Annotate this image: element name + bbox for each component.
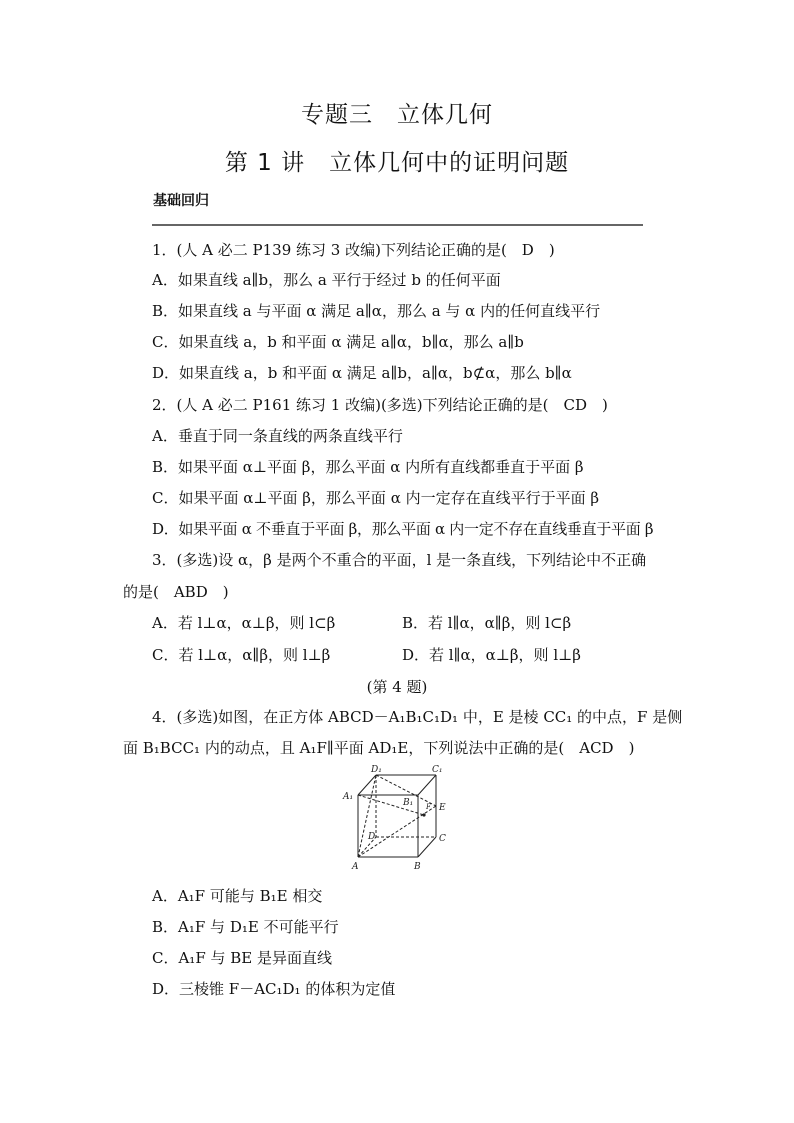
point-f — [422, 813, 425, 816]
q2-option-a: A．垂直于同一条直线的两条直线平行 — [152, 427, 403, 445]
label-b: B — [414, 862, 421, 872]
hidden-line-ad1 — [358, 775, 376, 857]
q3-option-c: C．若 l⊥α，α∥β，则 l⊥β — [152, 646, 331, 664]
cube-figure — [340, 765, 460, 875]
label-a1: A₁ — [343, 792, 354, 802]
q1-option-b: B．如果直线 a 与平面 α 满足 a∥α，那么 a 与 α 内的任何直线平行 — [152, 302, 601, 320]
q1-option-a: A．如果直线 a∥b，那么 a 平行于经过 b 的任何平面 — [152, 271, 501, 289]
q3-option-a: A．若 l⊥α，α⊥β，则 l⊂β — [152, 614, 336, 632]
lesson-title: 第 1 讲 立体几何中的证明问题 — [224, 150, 570, 176]
q4-option-c: C．A₁F 与 BE 是异面直线 — [152, 949, 333, 967]
q2-option-b: B．如果平面 α⊥平面 β，那么平面 α 内所有直线都垂直于平面 β — [152, 458, 584, 476]
q4-option-b: B．A₁F 与 D₁E 不可能平行 — [152, 918, 339, 936]
label-e: E — [439, 803, 446, 813]
label-f: F — [426, 803, 431, 811]
q2-option-c: C．如果平面 α⊥平面 β，那么平面 α 内一定存在直线平行于平面 β — [152, 489, 600, 507]
label-b1: B₁ — [403, 798, 414, 808]
q4-caption: (第 4 题) — [366, 678, 428, 696]
label-c: C — [439, 834, 446, 844]
q2-stem: 2．(人 A 必二 P161 练习 1 改编)(多选)下列结论正确的是( CD ) — [152, 396, 608, 414]
q3-stem-line2: 的是( ABD ) — [123, 583, 229, 601]
label-a: A — [352, 862, 359, 872]
q4-stem-line1: 4．(多选)如图，在正方体 ABCD－A₁B₁C₁D₁ 中，E 是棱 CC₁ 的中点，F 是侧 — [152, 708, 683, 726]
q3-stem-line1: 3．(多选)设 α，β 是两个不重合的平面，l 是一条直线，下列结论中不正确 — [152, 551, 647, 569]
q4-option-a: A．A₁F 可能与 B₁E 相交 — [152, 887, 323, 905]
edge-a1d1 — [358, 775, 376, 795]
q3-option-b: B．若 l∥α，α∥β，则 l⊂β — [402, 614, 572, 632]
q3-option-d: D．若 l∥α，α⊥β，则 l⊥β — [402, 646, 581, 664]
edge-bc — [418, 837, 436, 857]
label-d1: D₁ — [371, 765, 382, 775]
q1-option-d: D．如果直线 a，b 和平面 α 满足 a∥b，a∥α，b⊄α，那么 b∥α — [152, 364, 572, 382]
q4-stem-line2: 面 B₁BCC₁ 内的动点，且 A₁F∥平面 AD₁E，下列说法中正确的是( ACD ) — [123, 739, 635, 757]
section-heading: 基础回归 — [153, 193, 209, 209]
q4-option-d: D．三棱锥 F－AC₁D₁ 的体积为定值 — [152, 980, 396, 998]
label-c1: C₁ — [432, 765, 443, 775]
chapter-title: 专题三 立体几何 — [301, 102, 493, 128]
q2-option-d: D．如果平面 α 不垂直于平面 β，那么平面 α 内一定不存在直线垂直于平面 β — [152, 520, 654, 538]
edge-b1c1 — [418, 775, 436, 795]
section-divider — [152, 224, 643, 226]
q1-stem: 1．(人 A 必二 P139 练习 3 改编)下列结论正确的是( D ) — [152, 241, 555, 259]
q1-option-c: C．如果直线 a，b 和平面 α 满足 a∥α，b∥α，那么 a∥b — [152, 333, 524, 351]
label-d: D — [368, 832, 376, 842]
